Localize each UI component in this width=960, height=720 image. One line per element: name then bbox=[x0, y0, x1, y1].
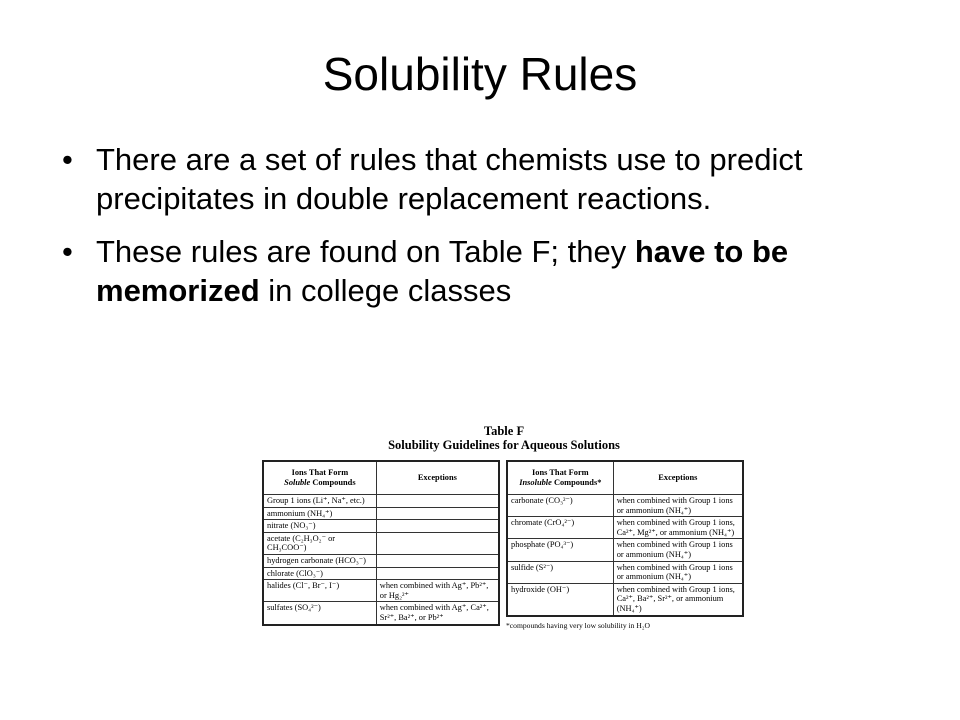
ion-cell: sulfide (S²⁻) bbox=[507, 561, 613, 583]
exceptions-header: Exceptions bbox=[613, 461, 743, 495]
bullet-item bbox=[62, 232, 912, 310]
table-row bbox=[507, 539, 743, 561]
exception-cell bbox=[376, 507, 499, 520]
footnote: *compounds having very low solubility in H₂O bbox=[506, 620, 650, 630]
ion-cell: ammonium (NH₄⁺) bbox=[263, 507, 376, 520]
exception-cell: when combined with Group 1 ions, Ca²⁺, Mg²⁺, or ammonium (NH₄⁺) bbox=[613, 517, 743, 539]
ion-cell: halides (Cl⁻, Br⁻, I⁻) bbox=[263, 580, 376, 602]
ion-cell: hydrogen carbonate (HCO₃⁻) bbox=[263, 554, 376, 567]
ion-cell: chromate (CrO₄²⁻) bbox=[507, 517, 613, 539]
table-row bbox=[263, 507, 499, 520]
ions-header: Ions That Form Soluble Compounds bbox=[263, 461, 376, 495]
insoluble-table-wrap bbox=[506, 460, 744, 630]
table-row bbox=[507, 561, 743, 583]
exception-cell: when combined with Group 1 ions or ammonium (NH₄⁺) bbox=[613, 495, 743, 517]
ion-cell: carbonate (CO₃²⁻) bbox=[507, 495, 613, 517]
table-f-image bbox=[258, 424, 750, 704]
ion-cell: chlorate (ClO₃⁻) bbox=[263, 567, 376, 580]
table-row bbox=[263, 580, 499, 602]
table-row bbox=[263, 567, 499, 580]
exception-cell bbox=[376, 520, 499, 533]
table-row bbox=[263, 495, 499, 508]
exception-cell: when combined with Ag⁺, Pb²⁺, or Hg₂²⁺ bbox=[376, 580, 499, 602]
bullet-text: in college classes bbox=[259, 273, 512, 308]
soluble-table bbox=[262, 460, 500, 626]
exception-cell: when combined with Ag⁺, Ca²⁺, Sr²⁺, Ba²⁺, or Pb²⁺ bbox=[376, 602, 499, 625]
table-row bbox=[263, 532, 499, 554]
slide-title: Solubility Rules bbox=[322, 48, 638, 100]
exception-cell bbox=[376, 554, 499, 567]
table-row bbox=[507, 583, 743, 615]
soluble-table-body bbox=[263, 495, 499, 625]
ion-cell: acetate (C₂H₃O₂⁻ or CH₃COO⁻) bbox=[263, 532, 376, 554]
exception-cell bbox=[376, 567, 499, 580]
ion-cell: Group 1 ions (Li⁺, Na⁺, etc.) bbox=[263, 495, 376, 508]
ion-cell: nitrate (NO₃⁻) bbox=[263, 520, 376, 533]
exception-cell: when combined with Group 1 ions or ammonium (NH₄⁺) bbox=[613, 561, 743, 583]
ion-cell: hydroxide (OH⁻) bbox=[507, 583, 613, 615]
bullet-list bbox=[62, 140, 912, 324]
bullet-text: These rules are found on Table F; they bbox=[96, 234, 635, 269]
exception-cell: when combined with Group 1 ions, Ca²⁺, Ba²⁺, Sr²⁺, or ammonium (NH₄⁺) bbox=[613, 583, 743, 615]
insoluble-table-body bbox=[507, 495, 743, 616]
exceptions-header: Exceptions bbox=[376, 461, 499, 495]
bullet-text: There are a set of rules that chemists use to predict precipitates in double replacement reactions. bbox=[96, 142, 803, 216]
bullet-dot-icon: • bbox=[62, 234, 73, 269]
table-row bbox=[263, 602, 499, 625]
insoluble-table bbox=[506, 460, 744, 617]
ion-cell: sulfates (SO₄²⁻) bbox=[263, 602, 376, 625]
table-row bbox=[263, 554, 499, 567]
table-row bbox=[507, 517, 743, 539]
exception-cell bbox=[376, 495, 499, 508]
ions-header: Ions That Form Insoluble Compounds* bbox=[507, 461, 613, 495]
ion-cell: phosphate (PO₄³⁻) bbox=[507, 539, 613, 561]
table-f-subtitle: Solubility Guidelines for Aqueous Solutions bbox=[388, 438, 620, 452]
bullet-dot-icon: • bbox=[62, 142, 73, 177]
exception-cell: when combined with Group 1 ions or ammonium (NH₄⁺) bbox=[613, 539, 743, 561]
bullet-item bbox=[62, 140, 912, 218]
table-header-row bbox=[263, 461, 499, 495]
table-f-title: Table F bbox=[483, 424, 525, 438]
table-header-row bbox=[507, 461, 743, 495]
exception-cell bbox=[376, 532, 499, 554]
table-row bbox=[263, 520, 499, 533]
soluble-table-wrap bbox=[262, 460, 500, 626]
bullet-text-bold: have to be memorized bbox=[96, 234, 789, 308]
table-row bbox=[507, 495, 743, 517]
